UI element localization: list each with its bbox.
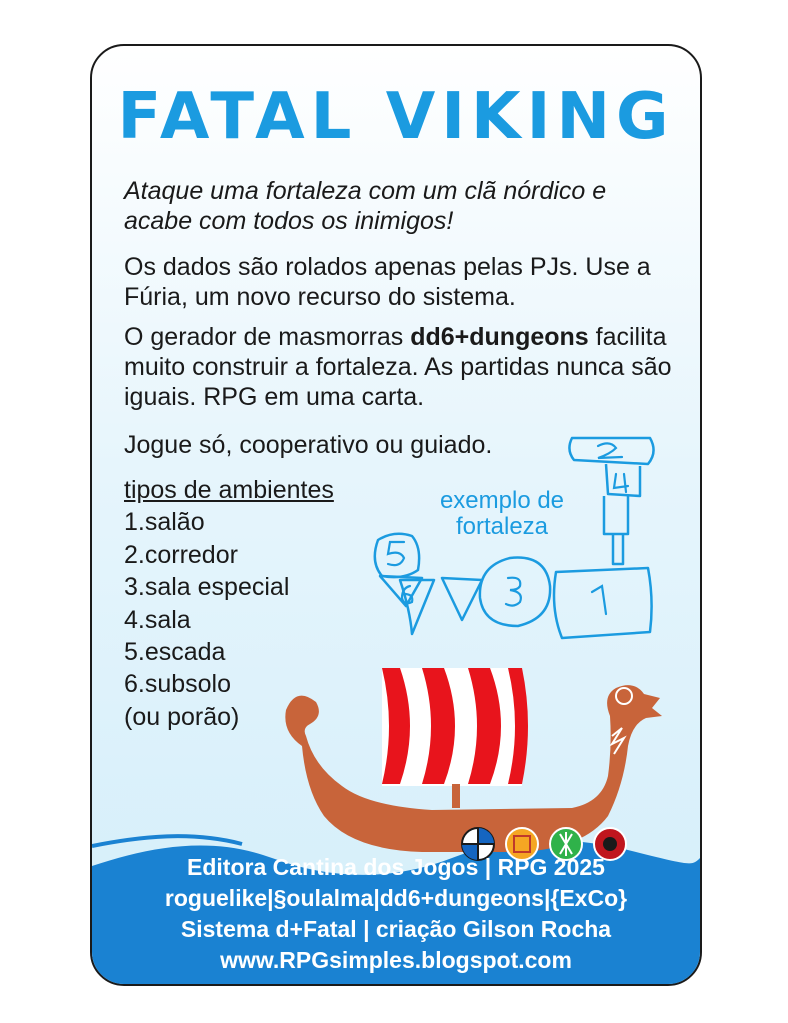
- intro-text: Ataque uma fortaleza com um clã nórdico e acabe com todos os inimigos!: [124, 177, 607, 235]
- list-item: 1.salão: [124, 508, 205, 537]
- list-item: 2.corredor: [124, 540, 238, 569]
- generator-paragraph: O gerador de masmorras dd6+dungeons facilita muito construir a fortaleza. As partidas nunca são iguais. RPG em uma carta.: [124, 323, 672, 411]
- list-item: 5.escada: [124, 638, 226, 667]
- sail: [382, 668, 528, 808]
- card-footer: [92, 852, 700, 976]
- footer-publisher: Editora Cantina dos Jogos | RPG 2025: [187, 854, 605, 880]
- footer-credits: Sistema d+Fatal | criação Gilson Rocha: [180, 916, 612, 942]
- game-card: [90, 44, 702, 986]
- card-title: FATAL VIKING: [117, 80, 675, 154]
- fortress-map-sketch: [360, 430, 660, 650]
- footer-tags: roguelike|§oulalma|dd6+dungeons|{ExCo}: [164, 885, 628, 911]
- list-item: 4.sala: [124, 605, 191, 634]
- list-item: 6.subsolo: [124, 670, 232, 699]
- dd6-dungeons-bold: dd6+dungeons: [410, 323, 589, 351]
- dice-paragraph: Os dados são rolados apenas pelas PJs. Use a Fúria, um novo recurso do sistema.: [124, 253, 651, 311]
- list-item: (ou porão): [124, 702, 240, 731]
- footer-website: www.RPGsimples.blogspot.com: [220, 947, 572, 973]
- modes-paragraph: Jogue só, cooperativo ou guiado.: [124, 431, 493, 459]
- example-label: exemplo de fortaleza: [439, 487, 565, 540]
- viking-ship-illustration: [272, 666, 672, 866]
- environment-list-title: tipos de ambientes: [124, 476, 334, 504]
- list-item: 3.sala especial: [124, 573, 290, 602]
